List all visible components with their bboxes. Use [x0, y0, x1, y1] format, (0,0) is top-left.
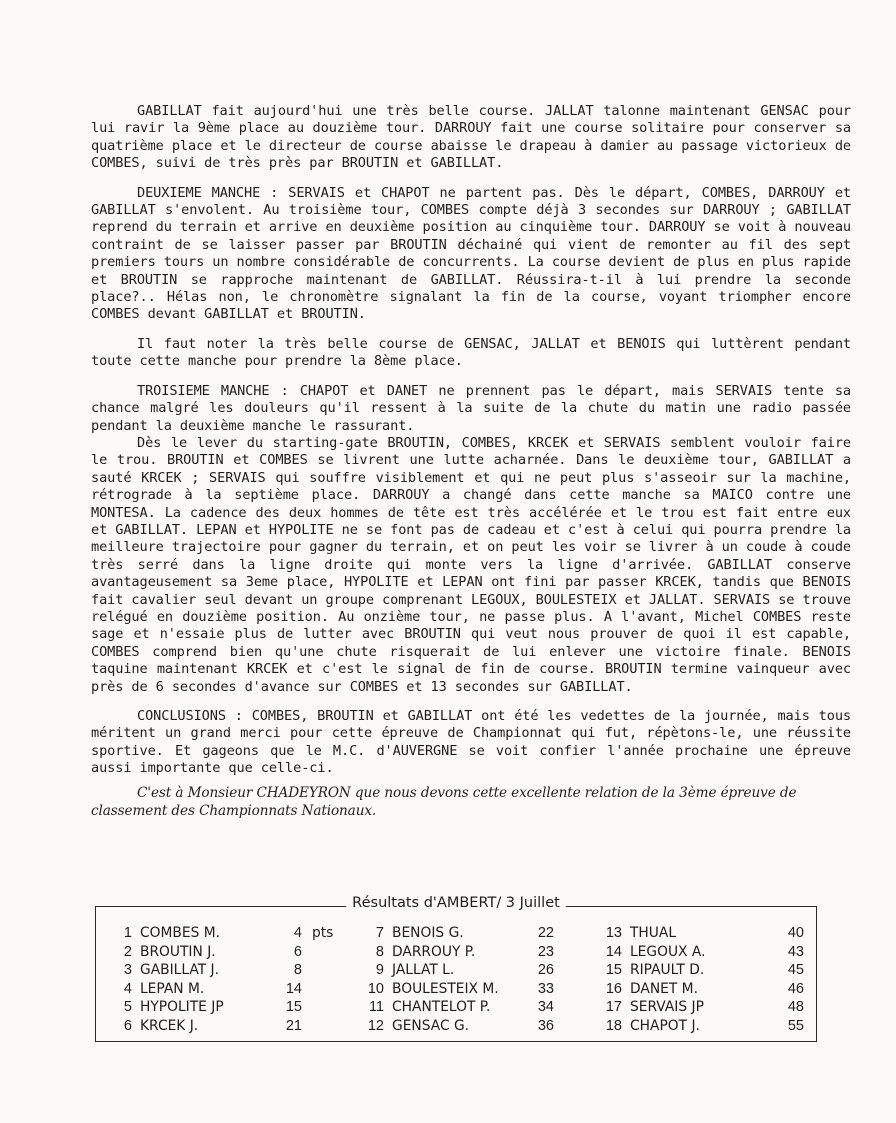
- result-points: 36: [537, 1017, 554, 1034]
- result-points: 14: [285, 980, 302, 997]
- article-body: [91, 103, 851, 820]
- result-points: 21: [285, 1017, 302, 1034]
- result-position: 8: [375, 943, 384, 960]
- paragraph-third-heat-detail: Dès le lever du starting-gate BROUTIN, COMBES, KRCEK et SERVAIS semblent vouloir faire le trou. BROUTIN et COMBES se livrent une lutte acharnée. Dans le deuxième tour, GABILLAT a sauté KRCEK ; SERVAIS qui souffre visiblement et qui ne peut plus s'asseoir sur la machine, rétrograde à la septième place. DARROUY a changé dans cette manche sa MAICO contre une MONTESA. La cadence des deux hommes de tête est très accélérée et le trou est fait entre eux et GABILLAT. LEPAN et HYPOLITE ne se font pas de cadeau et c'est à celui qui pourra prendre la meilleure trajectoire pour gagner du terrain, et on peut les voir se livrer à un coude à coude très serré dans la ligne droite qui monte vers la ligne d'arrivée. GABILLAT conserve avantageusement sa 3eme place, HYPOLITE et LEPAN ont fini par passer KRCEK, tandis que BENOIS fait cavalier seul devant un groupe comprenant LEGOUX, BOULESTEIX et JALLAT. SERVAIS se trouve relégué en douzième position. Au onzième tour, ne passe plus. A l'avant, Michel COMBES reste sage et n'essaie plus de lutter avec BROUTIN qui veut nous prouver de quoi il est capable, COMBES comprend bien qu'une chute risquerait de lui enlever une victoire finale. BENOIS taquine maintenant KRCEK et c'est le signal de fin de course. BROUTIN termine vainqueur avec près de 6 secondes d'avance sur COMBES et 13 secondes sur GABILLAT.: [91, 434, 851, 695]
- result-rider: LEGOUX A.: [630, 943, 706, 960]
- result-position: 18: [605, 1017, 622, 1034]
- result-points: 4: [293, 925, 302, 941]
- paragraph-conclusions: CONCLUSIONS : COMBES, BROUTIN et GABILLAT ont été les vedettes de la journée, mais tous méritent un grand merci pour cette épreuve de Championnat qui fut, répètons-le, une réussite sportive. Et gageons que le M.C. d'AUVERGNE se voit confier l'année prochaine une épreuve aussi importante que celle-ci.: [91, 708, 851, 777]
- result-position: 7: [375, 925, 384, 941]
- result-rider: SERVAIS JP: [630, 999, 704, 1016]
- result-position: 2: [123, 943, 132, 960]
- result-position: 1: [123, 925, 132, 941]
- result-position: 11: [368, 999, 384, 1016]
- paragraph-note: Il faut noter la très belle course de GENSAC, JALLAT et BENOIS qui luttèrent pendant toute cette manche pour prendre la 8ème place.: [91, 335, 851, 370]
- result-rider: HYPOLITE JP: [140, 999, 224, 1016]
- paragraph-race-summary: GABILLAT fait aujourd'hui une très belle course. JALLAT talonne maintenant GENSAC pour lui ravir la 9ème place au douzième tour. DARROUY fait une course solitaire pour conserver sa quatrième place et le directeur de course abaisse le drapeau à damier au passage victorieux de COMBES, suivi de très près par BROUTIN et GABILLAT.: [91, 103, 851, 172]
- result-position: 12: [367, 1017, 384, 1034]
- result-rider: BENOIS G.: [392, 925, 464, 941]
- result-points: 22: [537, 925, 554, 941]
- result-position: 4: [123, 980, 132, 997]
- result-rider: DARROUY P.: [392, 943, 476, 960]
- result-rider: GABILLAT J.: [140, 962, 219, 979]
- results-title: Résultats d'AMBERT/ 3 Juillet: [346, 895, 566, 911]
- credit-note: C'est à Monsieur CHADEYRON que nous devons cette excellente relation de la 3ème épreuve de classement des Championnats Nationaux.: [91, 784, 797, 819]
- result-points: 8: [293, 962, 302, 979]
- result-rider: RIPAULT D.: [630, 962, 705, 979]
- result-rider: KRCEK J.: [140, 1017, 199, 1034]
- result-points: 55: [787, 1017, 804, 1034]
- points-unit: pts: [312, 925, 334, 941]
- result-points: 45: [787, 962, 804, 979]
- result-points: 43: [787, 943, 804, 960]
- result-rider: GENSAC G.: [392, 1017, 470, 1034]
- result-rider: CHANTELOT P.: [392, 999, 491, 1016]
- paragraph-second-heat: DEUXIEME MANCHE : SERVAIS et CHAPOT ne partent pas. Dès le départ, COMBES, DARROUY et GABILLAT s'envolent. Au troisième tour, COMBES compte déjà 3 secondes sur DARROUY ; GABILLAT reprend du terrain et arrive en deuxième position au cinquième tour. DARROUY se voit à nouveau contraint de se laisser passer par BROUTIN déchainé qui vient de remonter au fil des sept premiers tours un nombre considérable de concurrents. La course devient de plus en plus rapide et BROUTIN se rapproche maintenant de GABILLAT. Réussira-t-il à lui prendre la seconde place?.. Hélas non, le chronomètre signalant la fin de la course, voyant triompher encore COMBES devant GABILLAT et BROUTIN.: [91, 184, 851, 323]
- paragraph-third-heat: TROISIEME MANCHE : CHAPOT et DANET ne prennent pas le départ, mais SERVAIS tente sa chance malgré les douleurs qu'il ressent à la suite de la chute du matin une radio passée pendant la deuxième manche le rassurant.: [91, 382, 851, 434]
- result-points: 23: [537, 943, 554, 960]
- result-position: 15: [605, 962, 622, 979]
- result-points: 46: [787, 980, 804, 997]
- result-points: 26: [537, 962, 554, 979]
- result-position: 17: [605, 999, 622, 1016]
- result-position: 16: [605, 980, 622, 997]
- result-position: 5: [123, 999, 132, 1016]
- result-rider: CHAPOT J.: [630, 1017, 700, 1034]
- result-points: 15: [285, 999, 302, 1016]
- result-position: 6: [123, 1017, 132, 1034]
- result-rider: JALLAT L.: [392, 962, 455, 979]
- result-position: 9: [375, 962, 384, 979]
- result-points: 34: [537, 999, 554, 1016]
- result-rider: COMBES M.: [140, 925, 221, 941]
- result-points: 6: [293, 943, 302, 960]
- result-points: 40: [787, 925, 804, 941]
- result-rider: BROUTIN J.: [140, 943, 216, 960]
- result-position: 3: [123, 962, 132, 979]
- result-position: 14: [605, 943, 622, 960]
- result-points: 48: [787, 999, 804, 1016]
- results-box: [95, 895, 817, 1042]
- result-rider: LEPAN M.: [140, 980, 205, 997]
- result-rider: THUAL: [630, 925, 677, 941]
- result-rider: BOULESTEIX M.: [392, 980, 499, 997]
- result-position: 10: [367, 980, 384, 997]
- result-position: 13: [605, 925, 622, 941]
- result-points: 33: [537, 980, 554, 997]
- result-rider: DANET M.: [630, 980, 698, 997]
